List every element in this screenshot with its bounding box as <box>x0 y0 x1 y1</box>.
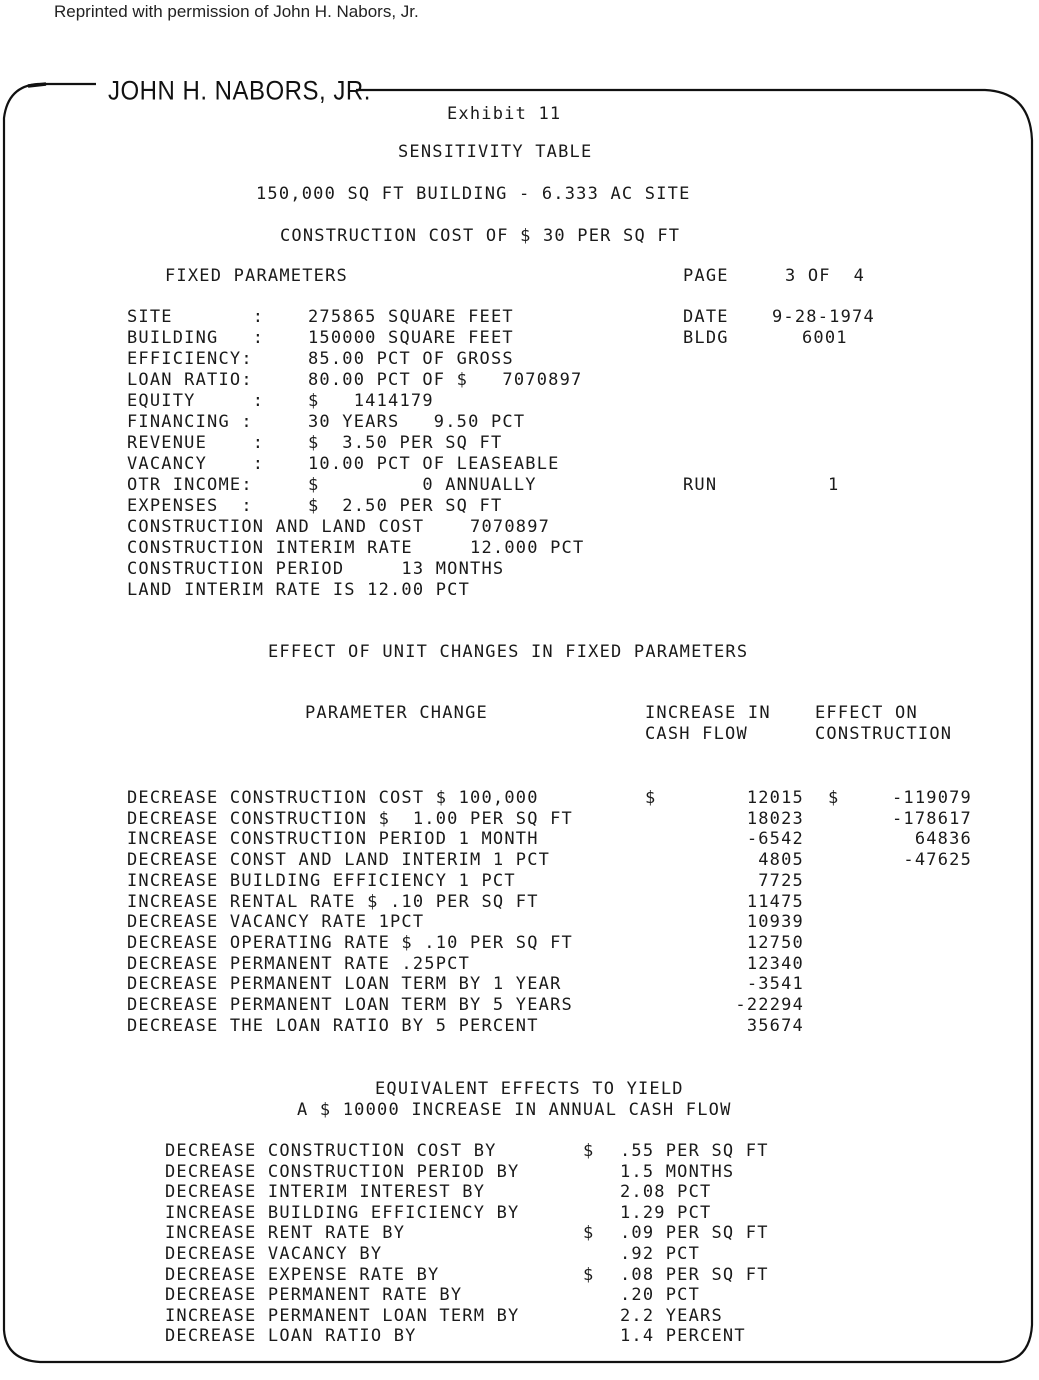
info-label: BLDG <box>683 328 729 348</box>
effect-row-cash-flow: -3541 <box>746 974 804 995</box>
fixed-param-value: $ 2.50 PER SQ FT <box>308 496 503 516</box>
building-line: 150,000 SQ FT BUILDING - 6.333 AC SITE <box>256 184 691 204</box>
page-label: PAGE <box>683 266 729 286</box>
equiv-row-value: 1.4 PERCENT <box>620 1326 746 1347</box>
author-name: JOHN H. NABORS, JR. <box>108 76 371 107</box>
effect-row-parameter: DECREASE PERMANENT LOAN TERM BY 5 YEARS <box>127 995 573 1015</box>
effect-row-cash-flow: 35674 <box>746 1015 804 1036</box>
effect-row-construction: -119079 <box>891 788 972 808</box>
effect-row-parameter: DECREASE CONST AND LAND INTERIM 1 PCT <box>127 850 551 871</box>
permission-note: Reprinted with permission of John H. Nabors, Jr. <box>54 2 419 21</box>
effect-row-construction: -178617 <box>891 808 972 829</box>
effect-row-parameter: INCREASE CONSTRUCTION PERIOD 1 MONTH <box>127 829 539 850</box>
equiv-row-value: 1.29 PCT <box>620 1202 712 1223</box>
effect-row-cash-flow: 18023 <box>746 808 804 829</box>
fixed-param-label: EXPENSES : <box>127 496 253 516</box>
header-parameter-change: PARAMETER CHANGE <box>305 703 488 723</box>
fixed-param-label: EQUITY : <box>127 391 265 411</box>
fixed-param-label: VACANCY : <box>127 454 265 474</box>
fixed-param-value: 30 YEARS 9.50 PCT <box>308 412 526 432</box>
equiv-row-value: 1.5 MONTHS <box>620 1161 735 1182</box>
equiv-row-value: 2.08 PCT <box>620 1182 712 1203</box>
fixed-param-label: REVENUE : <box>127 433 265 453</box>
effect-row-parameter: DECREASE PERMANENT LOAN TERM BY 1 YEAR <box>127 974 562 995</box>
table-title: SENSITIVITY TABLE <box>398 142 593 162</box>
effect-row-construction: -47625 <box>903 850 972 871</box>
header-cash-flow-2: CASH FLOW <box>645 724 748 744</box>
effect-row-cash-flow: 7725 <box>758 870 804 891</box>
equiv-row-value: .09 PER SQ FT <box>620 1223 769 1244</box>
fixed-param-value: $ 1414179 <box>308 391 434 411</box>
effect-row-parameter: DECREASE THE LOAN RATIO BY 5 PERCENT <box>127 1015 539 1036</box>
header-cash-flow-1: INCREASE IN <box>645 703 771 723</box>
equiv-subtitle: A $ 10000 INCREASE IN ANNUAL CASH FLOW <box>297 1100 732 1120</box>
effect-row-cash-flow: 12015 <box>746 788 804 808</box>
fixed-param-label: FINANCING : <box>127 412 253 432</box>
info-label: DATE <box>683 307 729 327</box>
equiv-row-value: .20 PCT <box>620 1285 701 1306</box>
info-value: 9-28-1974 <box>772 307 875 327</box>
effect-row-cash-flow: 11475 <box>746 891 804 912</box>
effect-row-cash-flow: 4805 <box>758 850 804 871</box>
effect-row-parameter: DECREASE CONSTRUCTION COST $ 100,000 <box>127 788 539 808</box>
equiv-row-value: .92 PCT <box>620 1244 701 1264</box>
effect-row-parameter: INCREASE BUILDING EFFICIENCY 1 PCT <box>127 870 516 891</box>
fixed-param-value: 85.00 PCT OF GROSS <box>308 349 514 369</box>
effect-row-currency: $ <box>828 788 840 808</box>
effect-row-currency: $ <box>645 788 657 808</box>
equiv-row-label: DECREASE VACANCY BY <box>165 1244 383 1264</box>
equiv-row-currency: $ <box>583 1141 595 1161</box>
effect-row-cash-flow: -22294 <box>735 995 804 1015</box>
fixed-param-value: 275865 SQUARE FEET <box>308 307 514 327</box>
equiv-row-currency: $ <box>583 1264 595 1285</box>
effect-row-cash-flow: 12750 <box>746 932 804 953</box>
header-construction-1: EFFECT ON <box>815 703 918 723</box>
fixed-param-label: EFFICIENCY: <box>127 349 253 369</box>
equiv-row-currency: $ <box>583 1223 595 1244</box>
exhibit-label: Exhibit 11 <box>447 104 562 124</box>
equiv-row-label: INCREASE BUILDING EFFICIENCY BY <box>165 1202 520 1223</box>
fixed-param-label: SITE : <box>127 307 265 327</box>
equiv-row-label: INCREASE PERMANENT LOAN TERM BY <box>165 1305 520 1326</box>
fixed-params-header: FIXED PARAMETERS <box>165 266 348 286</box>
effect-row-cash-flow: -6542 <box>746 829 804 850</box>
effect-row-cash-flow: 12340 <box>746 953 804 974</box>
fixed-param-value: 80.00 PCT OF $ 7070897 <box>308 370 583 390</box>
equiv-row-label: DECREASE CONSTRUCTION COST BY <box>165 1141 497 1161</box>
header-construction-2: CONSTRUCTION <box>815 724 953 744</box>
effect-title: EFFECT OF UNIT CHANGES IN FIXED PARAMETERS <box>268 642 749 662</box>
equiv-row-label: DECREASE EXPENSE RATE BY <box>165 1264 440 1285</box>
fixed-param-value: $ 0 ANNUALLY <box>308 475 537 495</box>
equiv-row-value: .08 PER SQ FT <box>620 1264 769 1285</box>
info-value: 1 <box>828 475 840 495</box>
equiv-row-value: .55 PER SQ FT <box>620 1141 769 1161</box>
equiv-row-label: DECREASE CONSTRUCTION PERIOD BY <box>165 1161 520 1182</box>
equiv-row-value: 2.2 YEARS <box>620 1305 723 1326</box>
info-label: RUN <box>683 475 718 495</box>
equiv-row-label: DECREASE LOAN RATIO BY <box>165 1326 417 1347</box>
cost-line: CONSTRUCTION COST OF $ 30 PER SQ FT <box>280 226 681 246</box>
fixed-param-value: 150000 SQUARE FEET <box>308 328 514 348</box>
fixed-param-label: OTR INCOME: <box>127 475 253 495</box>
effect-row-cash-flow: 10939 <box>746 912 804 933</box>
equiv-row-label: DECREASE INTERIM INTEREST BY <box>165 1182 486 1203</box>
effect-row-construction: 64836 <box>914 829 972 850</box>
equiv-row-label: DECREASE PERMANENT RATE BY <box>165 1285 463 1306</box>
construction-line: CONSTRUCTION AND LAND COST 7070897 <box>127 517 551 537</box>
construction-line: CONSTRUCTION INTERIM RATE 12.000 PCT <box>127 538 585 558</box>
effect-row-parameter: DECREASE CONSTRUCTION $ 1.00 PER SQ FT <box>127 808 573 829</box>
fixed-param-label: BUILDING : <box>127 328 265 348</box>
effect-row-parameter: INCREASE RENTAL RATE $ .10 PER SQ FT <box>127 891 539 912</box>
construction-line: CONSTRUCTION PERIOD 13 MONTHS <box>127 559 505 579</box>
page-number: 3 OF 4 <box>785 266 866 286</box>
fixed-param-value: $ 3.50 PER SQ FT <box>308 433 503 453</box>
effect-row-parameter: DECREASE VACANCY RATE 1PCT <box>127 912 425 933</box>
effect-row-parameter: DECREASE PERMANENT RATE .25PCT <box>127 953 471 974</box>
info-value: 6001 <box>802 328 848 348</box>
effect-row-parameter: DECREASE OPERATING RATE $ .10 PER SQ FT <box>127 932 573 953</box>
equiv-row-label: INCREASE RENT RATE BY <box>165 1223 406 1244</box>
construction-line: LAND INTERIM RATE IS 12.00 PCT <box>127 580 471 600</box>
equiv-title: EQUIVALENT EFFECTS TO YIELD <box>375 1079 684 1099</box>
fixed-param-label: LOAN RATIO: <box>127 370 253 390</box>
fixed-param-value: 10.00 PCT OF LEASEABLE <box>308 454 560 474</box>
